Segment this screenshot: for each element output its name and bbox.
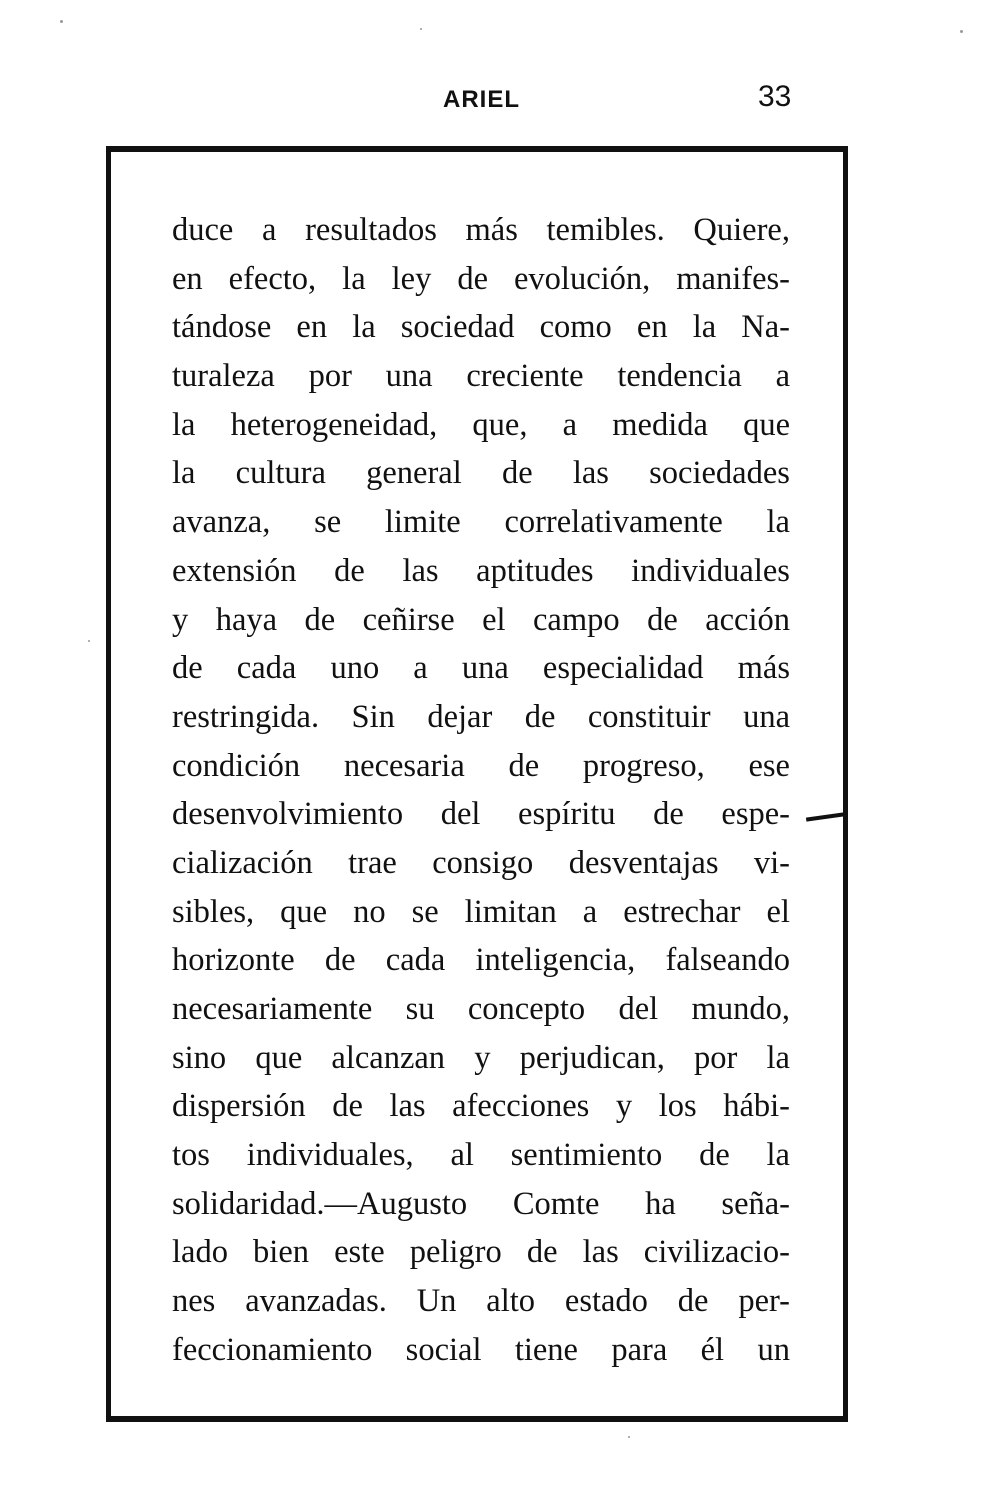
- text-line: la cultura general de las sociedades: [172, 455, 790, 492]
- text-line: tos individuales, al sentimiento de la: [172, 1137, 790, 1174]
- scan-speck: [628, 1436, 630, 1438]
- scan-speck: [88, 640, 90, 642]
- text-line: solidaridad.—Augusto Comte ha seña-: [172, 1185, 790, 1222]
- body-text: [172, 206, 790, 1375]
- scan-speck: [420, 28, 422, 30]
- text-line: en efecto, la ley de evolución, manifes-: [172, 260, 790, 297]
- running-header-title: ARIEL: [443, 86, 520, 113]
- text-line: cialización trae consigo desventajas vi-: [172, 844, 790, 881]
- text-line: duce a resultados más temibles. Quiere,: [172, 212, 790, 248]
- text-line: sino que alcanzan y perjudican, por la: [172, 1039, 790, 1076]
- text-line: y haya de ceñirse el campo de acción: [172, 601, 790, 638]
- scan-speck: [960, 30, 963, 33]
- text-line: tándose en la sociedad como en la Na-: [172, 309, 790, 346]
- text-line: de cada uno a una especialidad más: [172, 650, 790, 687]
- text-line: extensión de las aptitudes individuales: [172, 552, 790, 589]
- text-line: sibles, que no se limitan a estrechar el: [172, 893, 790, 930]
- text-line: condición necesaria de progreso, ese: [172, 747, 790, 784]
- text-line: la heterogeneidad, que, a medida que: [172, 406, 790, 443]
- text-line: horizonte de cada inteligencia, falseando: [172, 942, 790, 979]
- text-line: lado bien este peligro de las civilizacio-: [172, 1234, 790, 1271]
- scan-speck: [60, 20, 63, 23]
- text-line: turaleza por una creciente tendencia a: [172, 358, 790, 395]
- text-line: necesariamente su concepto del mundo,: [172, 991, 790, 1027]
- text-line: dispersión de las afecciones y los hábi-: [172, 1088, 790, 1125]
- text-line: feccionamiento social tiene para él un: [172, 1331, 790, 1368]
- text-line: avanza, se limite correlativamente la: [172, 504, 790, 541]
- text-line: desenvolvimiento del espíritu de espe-: [172, 796, 790, 833]
- text-line: restringida. Sin dejar de constituir una: [172, 698, 790, 735]
- page-number: 33: [758, 80, 792, 113]
- text-line: nes avanzadas. Un alto estado de per-: [172, 1283, 790, 1320]
